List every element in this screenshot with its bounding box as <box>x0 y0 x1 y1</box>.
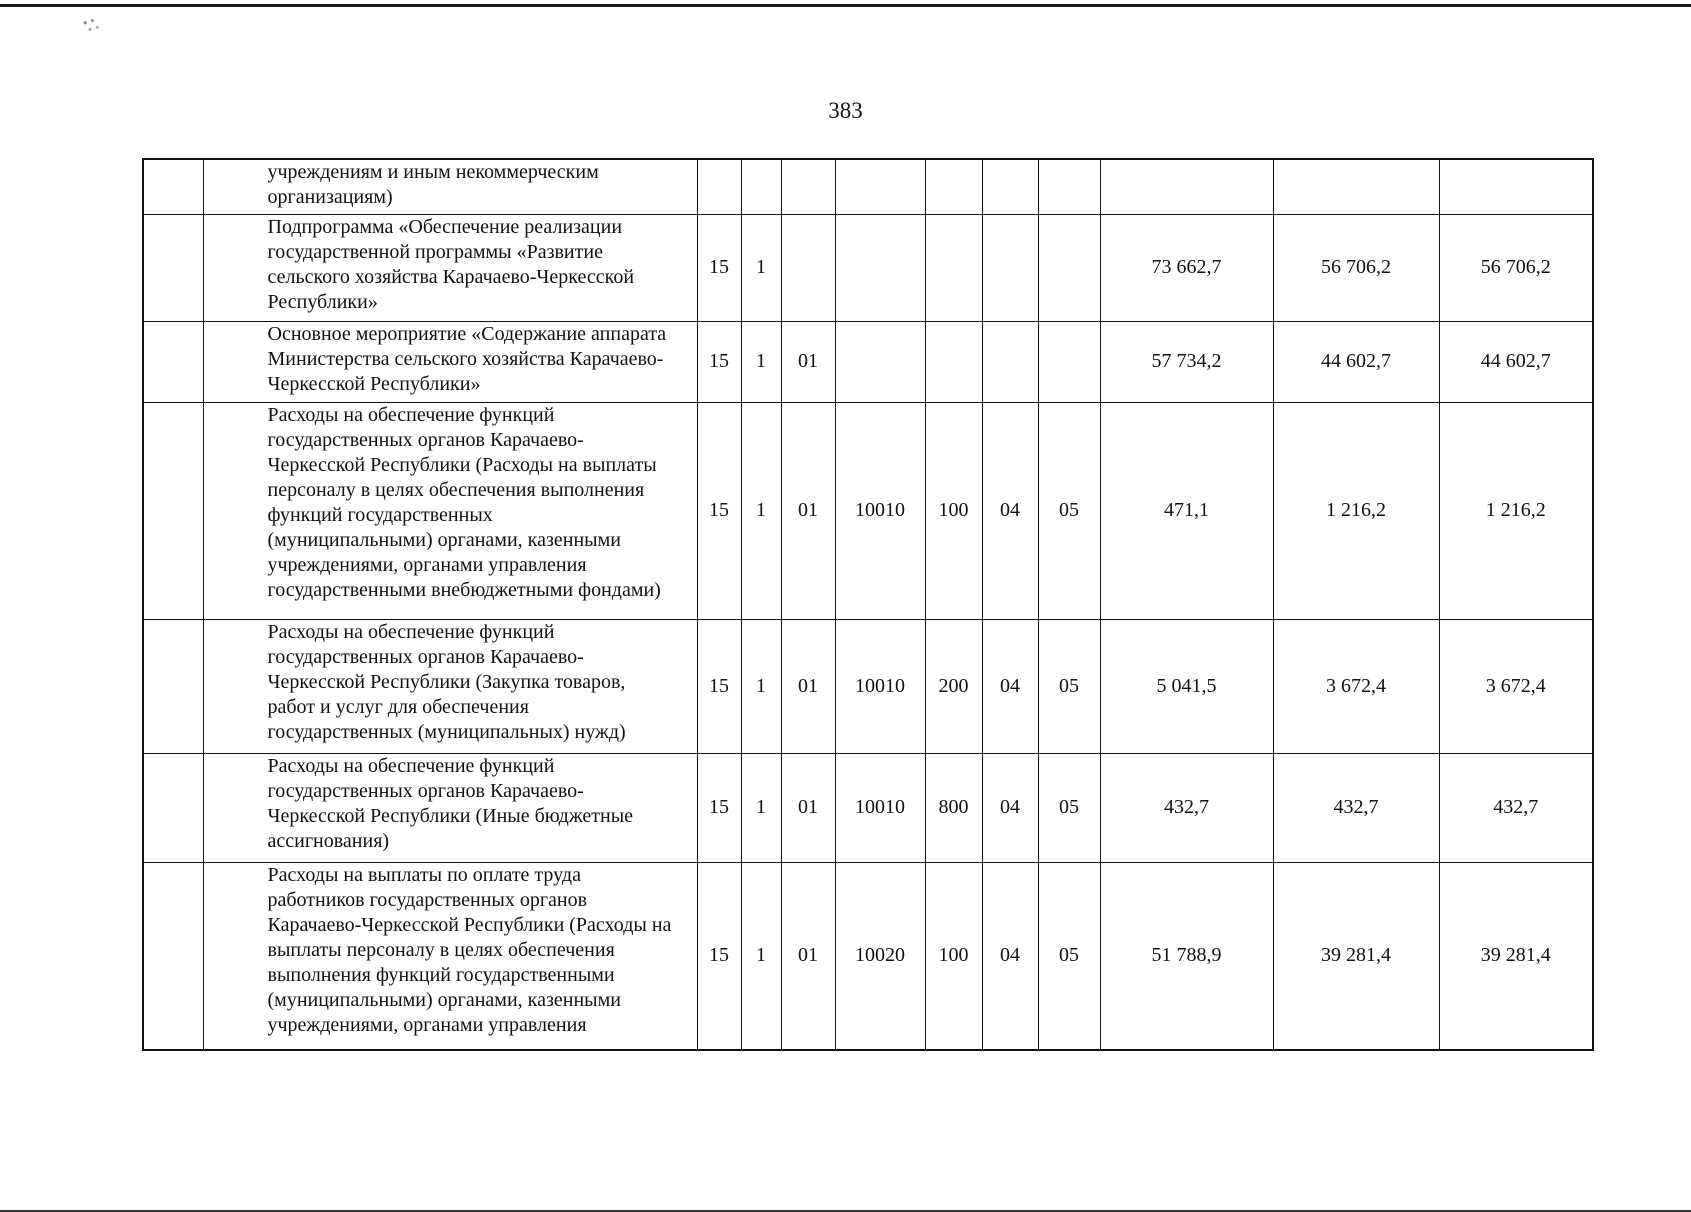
vr-cell <box>925 159 982 214</box>
rz-cell: 04 <box>982 402 1038 619</box>
vr-cell <box>925 321 982 402</box>
rz-cell <box>982 321 1038 402</box>
code-cell: 10020 <box>835 862 925 1050</box>
description-cell: Расходы на выплаты по оплате труда работников государственных органов Карачаево-Черкесской Республики (Расходы на выплаты персоналу в целях обеспечения выполнения функций государственными (муниципальными) органами, казенными учреждениями, органами управления <box>203 862 697 1050</box>
sum-year3-cell: 39 281,4 <box>1439 862 1593 1050</box>
om-cell: 01 <box>781 402 835 619</box>
pr-cell: 05 <box>1038 402 1100 619</box>
sum-year3-cell <box>1439 159 1593 214</box>
rz-cell <box>982 214 1038 321</box>
sum-year2-cell: 3 672,4 <box>1273 619 1439 753</box>
sum-year2-cell: 56 706,2 <box>1273 214 1439 321</box>
gp-cell <box>697 159 741 214</box>
pr-cell: 05 <box>1038 753 1100 862</box>
om-cell: 01 <box>781 321 835 402</box>
sum-year1-cell: 471,1 <box>1100 402 1273 619</box>
row-number-cell <box>143 753 203 862</box>
description-cell: Расходы на обеспечение функций государственных органов Карачаево- Черкесской Республики (Расходы на выплаты персоналу в целях обеспечения выполнения функций государственных (муниципальными) органами, казенными учреждениями, органами управления государственными внебюджетными фондами) <box>203 402 697 619</box>
row-number-cell <box>143 214 203 321</box>
sum-year2-cell <box>1273 159 1439 214</box>
scan-speckle-mark <box>78 14 102 36</box>
table-row <box>143 214 1593 321</box>
table-row <box>143 402 1593 619</box>
pr-cell: 05 <box>1038 862 1100 1050</box>
om-cell <box>781 159 835 214</box>
pp-cell: 1 <box>741 753 781 862</box>
row-number-cell <box>143 159 203 214</box>
vr-cell: 200 <box>925 619 982 753</box>
sum-year1-cell: 51 788,9 <box>1100 862 1273 1050</box>
page-number: 383 <box>828 98 863 123</box>
rz-cell <box>982 159 1038 214</box>
pp-cell <box>741 159 781 214</box>
om-cell: 01 <box>781 862 835 1050</box>
sum-year1-cell: 73 662,7 <box>1100 214 1273 321</box>
gp-cell: 15 <box>697 862 741 1050</box>
sum-year2-cell: 39 281,4 <box>1273 862 1439 1050</box>
om-cell <box>781 214 835 321</box>
rz-cell: 04 <box>982 619 1038 753</box>
description-cell: Расходы на обеспечение функций государственных органов Карачаево- Черкесской Республики (Закупка товаров, работ и услуг для обеспечения государственных (муниципальных) нужд) <box>203 619 697 753</box>
code-cell <box>835 321 925 402</box>
pp-cell: 1 <box>741 402 781 619</box>
code-cell: 10010 <box>835 619 925 753</box>
om-cell: 01 <box>781 619 835 753</box>
code-cell <box>835 159 925 214</box>
sum-year3-cell: 3 672,4 <box>1439 619 1593 753</box>
row-number-cell <box>143 402 203 619</box>
pr-cell <box>1038 321 1100 402</box>
pp-cell: 1 <box>741 619 781 753</box>
sum-year1-cell: 432,7 <box>1100 753 1273 862</box>
sum-year2-cell: 1 216,2 <box>1273 402 1439 619</box>
sum-year3-cell: 56 706,2 <box>1439 214 1593 321</box>
sum-year1-cell: 57 734,2 <box>1100 321 1273 402</box>
description-cell: Подпрограмма «Обеспечение реализации государственной программы «Развитие сельского хозяйства Карачаево-Черкесской Республики» <box>203 214 697 321</box>
rz-cell: 04 <box>982 862 1038 1050</box>
sum-year3-cell: 1 216,2 <box>1439 402 1593 619</box>
gp-cell: 15 <box>697 753 741 862</box>
description-cell: Основное мероприятие «Содержание аппарата Министерства сельского хозяйства Карачаево- Черкесской Республики» <box>203 321 697 402</box>
gp-cell: 15 <box>697 619 741 753</box>
description-cell: Расходы на обеспечение функций государственных органов Карачаево- Черкесской Республики (Иные бюджетные ассигнования) <box>203 753 697 862</box>
pr-cell <box>1038 214 1100 321</box>
vr-cell <box>925 214 982 321</box>
pp-cell: 1 <box>741 321 781 402</box>
pr-cell: 05 <box>1038 619 1100 753</box>
sum-year1-cell <box>1100 159 1273 214</box>
table-row <box>143 159 1593 214</box>
code-cell: 10010 <box>835 402 925 619</box>
pr-cell <box>1038 159 1100 214</box>
row-number-cell <box>143 862 203 1050</box>
om-cell: 01 <box>781 753 835 862</box>
gp-cell: 15 <box>697 321 741 402</box>
pp-cell: 1 <box>741 862 781 1050</box>
sum-year1-cell: 5 041,5 <box>1100 619 1273 753</box>
sum-year2-cell: 44 602,7 <box>1273 321 1439 402</box>
vr-cell: 100 <box>925 862 982 1050</box>
table-row <box>143 862 1593 1050</box>
pp-cell: 1 <box>741 214 781 321</box>
gp-cell: 15 <box>697 402 741 619</box>
code-cell <box>835 214 925 321</box>
rz-cell: 04 <box>982 753 1038 862</box>
sum-year3-cell: 44 602,7 <box>1439 321 1593 402</box>
sum-year3-cell: 432,7 <box>1439 753 1593 862</box>
scan-top-border <box>0 4 1691 7</box>
table-row <box>143 321 1593 402</box>
table-row <box>143 619 1593 753</box>
sum-year2-cell: 432,7 <box>1273 753 1439 862</box>
vr-cell: 100 <box>925 402 982 619</box>
gp-cell: 15 <box>697 214 741 321</box>
vr-cell: 800 <box>925 753 982 862</box>
table-row <box>143 753 1593 862</box>
row-number-cell <box>143 619 203 753</box>
code-cell: 10010 <box>835 753 925 862</box>
description-cell: учреждениям и иным некоммерческим организациям) <box>203 159 697 214</box>
row-number-cell <box>143 321 203 402</box>
budget-table <box>142 158 1594 1051</box>
